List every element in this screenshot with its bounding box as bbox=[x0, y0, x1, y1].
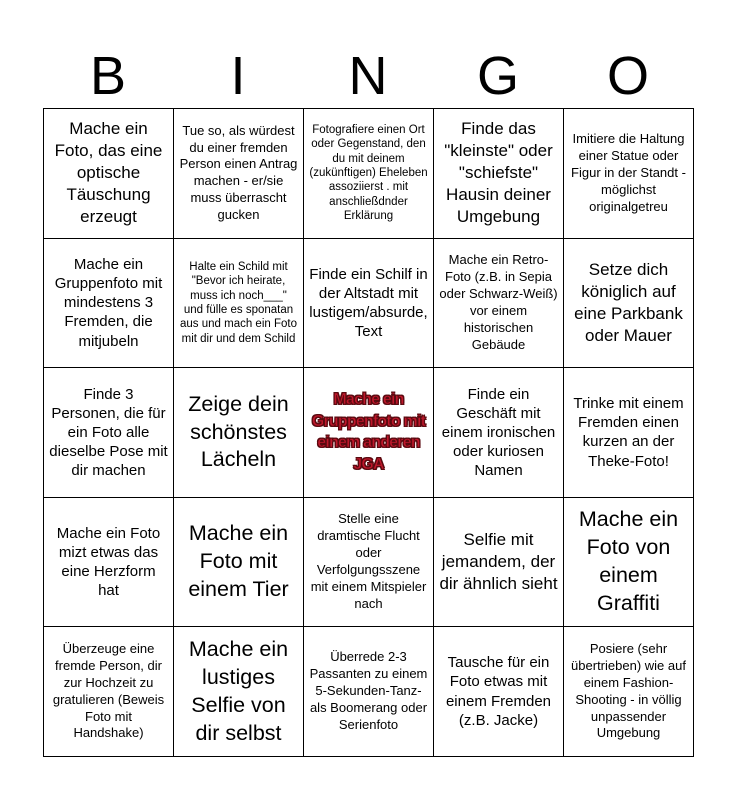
bingo-cell-r5-c1[interactable]: Überzeuge eine fremde Person, dir zur Hochzeit zu gratulieren (Beweis Foto mit Handshake) bbox=[44, 627, 174, 757]
bingo-cell-r3-c4[interactable]: Finde ein Geschäft mit einem ironischen oder kuriosen Namen bbox=[434, 368, 564, 498]
bingo-cell-free-space[interactable] bbox=[304, 368, 434, 498]
bingo-cell-r1-c5[interactable]: Imitiere die Haltung einer Statue oder Figur in der Standt - möglichst originalgetreu bbox=[564, 109, 694, 239]
header-letter-g: G bbox=[476, 46, 519, 106]
bingo-cell-r4-c1[interactable]: Mache ein Foto mizt etwas das eine Herzform hat bbox=[44, 498, 174, 628]
bingo-cell-r5-c3[interactable]: Überrede 2-3 Passanten zu einem 5-Sekunden-Tanz- als Boomerang oder Serienfoto bbox=[304, 627, 434, 757]
bingo-cell-r3-c1[interactable]: Finde 3 Personen, die für ein Foto alle dieselbe Pose mit dir machen bbox=[44, 368, 174, 498]
bingo-cell-r2-c2[interactable]: Halte ein Schild mit "Bevor ich heirate, muss ich noch___" und fülle es sponatan aus und mach ein Foto mit dir und dem Schild bbox=[174, 239, 304, 369]
bingo-cell-r4-c3[interactable]: Stelle eine dramtische Flucht oder Verfolgungsszene mit einem Mitspieler nach bbox=[304, 498, 434, 628]
bingo-cell-r2-c5[interactable]: Setze dich königlich auf eine Parkbank oder Mauer bbox=[564, 239, 694, 369]
bingo-cell-r3-c2[interactable]: Zeige dein schönstes Lächeln bbox=[174, 368, 304, 498]
bingo-cell-r4-c5[interactable]: Mache ein Foto von einem Graffiti bbox=[564, 498, 694, 628]
bingo-cell-r1-c1[interactable]: Mache ein Foto, das eine optische Täuschung erzeugt bbox=[44, 109, 174, 239]
bingo-cell-r1-c3[interactable]: Fotografiere einen Ort oder Gegenstand, den du mit deinem (zukünftigen) Eheleben assoziierst . mit anschließdnder Erklärung bbox=[304, 109, 434, 239]
bingo-cell-r4-c2[interactable]: Mache ein Foto mit einem Tier bbox=[174, 498, 304, 628]
header-letter-i: I bbox=[230, 46, 246, 106]
bingo-cell-r2-c1[interactable]: Mache ein Gruppenfoto mit mindestens 3 Fremden, die mitjubeln bbox=[44, 239, 174, 369]
header-letter-b: B bbox=[89, 46, 127, 106]
bingo-grid bbox=[43, 108, 694, 757]
free-space-text: Mache ein Gruppenfoto mit einem anderen JGA bbox=[311, 391, 426, 474]
bingo-cell-r3-c5[interactable]: Trinke mit einem Fremden einen kurzen an der Theke-Foto! bbox=[564, 368, 694, 498]
bingo-cell-r5-c5[interactable]: Posiere (sehr übertrieben) wie auf einem Fashion-Shooting - in völlig unpassender Umgebung bbox=[564, 627, 694, 757]
bingo-header bbox=[43, 44, 693, 108]
bingo-cell-r5-c2[interactable]: Mache ein lustiges Selfie von dir selbst bbox=[174, 627, 304, 757]
bingo-cell-r1-c2[interactable]: Tue so, als würdest du einer fremden Person einen Antrag machen - er/sie muss überrascht gucken bbox=[174, 109, 304, 239]
bingo-cell-r4-c4[interactable]: Selfie mit jemandem, der dir ähnlich sieht bbox=[434, 498, 564, 628]
bingo-cell-r5-c4[interactable]: Tausche für ein Foto etwas mit einem Fremden (z.B. Jacke) bbox=[434, 627, 564, 757]
header-letter-o: O bbox=[606, 46, 649, 106]
bingo-cell-r2-c4[interactable]: Mache ein Retro-Foto (z.B. in Sepia oder Schwarz-Weiß) vor einem historischen Gebäude bbox=[434, 239, 564, 369]
bingo-cell-r2-c3[interactable]: Finde ein Schilf in der Altstadt mit lustigem/absurde, Text bbox=[304, 239, 434, 369]
bingo-cell-r1-c4[interactable]: Finde das "kleinste" oder "schiefste" Hausin deiner Umgebung bbox=[434, 109, 564, 239]
header-letter-n: N bbox=[348, 46, 388, 106]
